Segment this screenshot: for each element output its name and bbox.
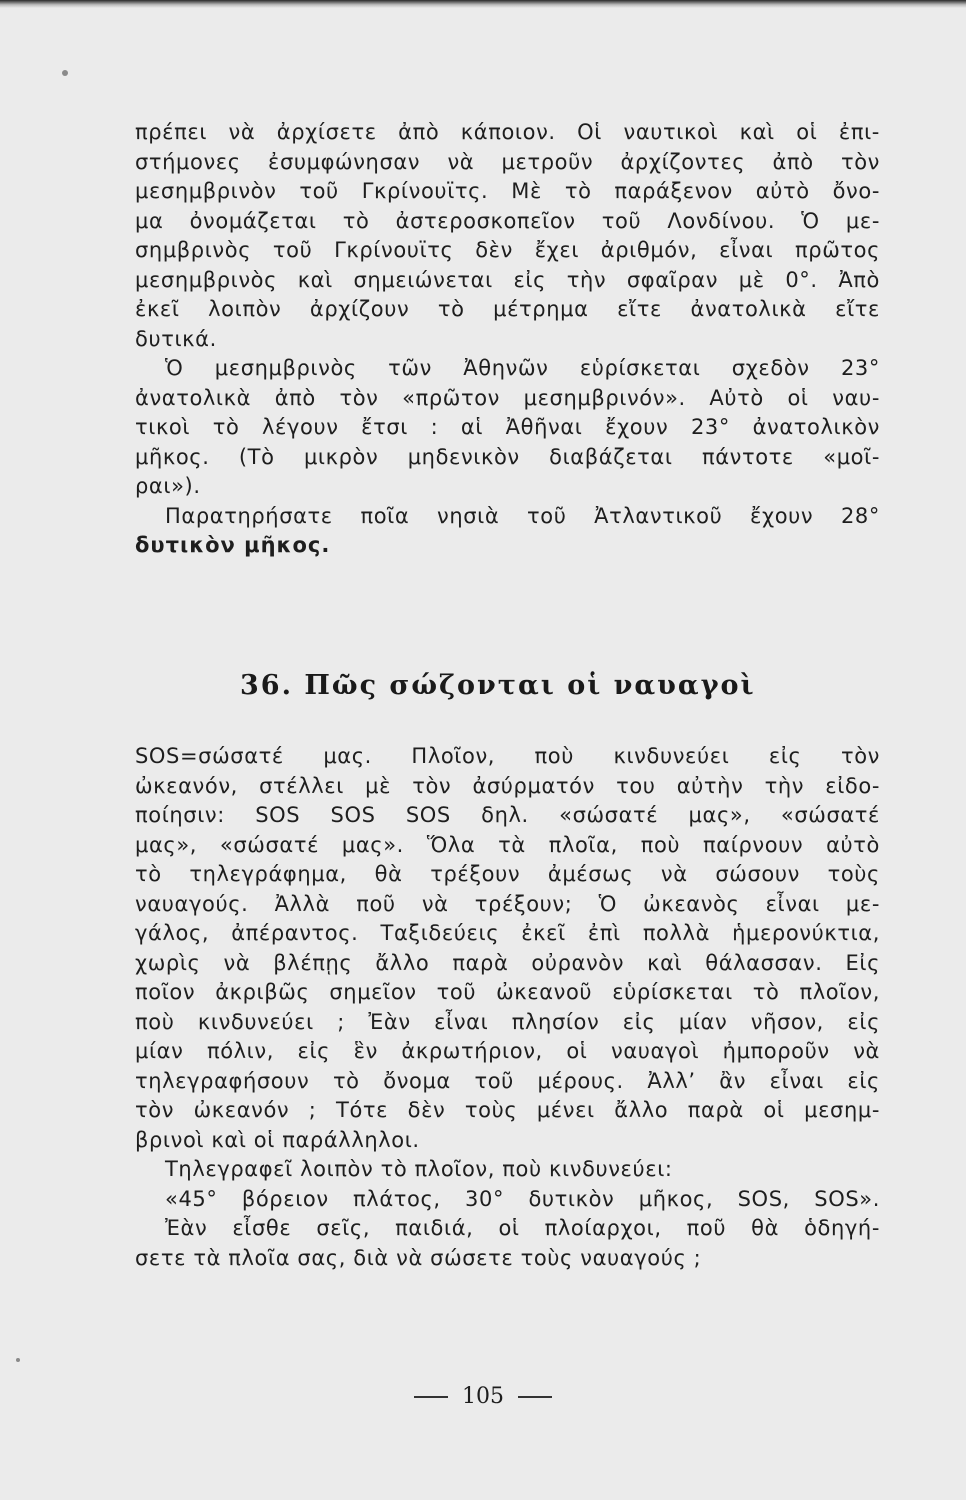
text-line: Ὁ μεσημβρινὸς τῶν Ἀθηνῶν εὑρίσκεται σχεδὸν 23° (165, 356, 880, 380)
text-line: χωρὶς νὰ βλέπῃς ἄλλο παρὰ οὐρανὸν καὶ θάλασσαν. Εἰς (135, 950, 880, 975)
text-line: Τηλεγραφεῖ λοιπὸν τὸ πλοῖον, ποὺ κινδυνεύει: (165, 1157, 673, 1181)
text-line: ὠκεανόν, στέλλει μὲ τὸν ἀσύρματόν του αὐτὴν τὴν εἰδο- (135, 773, 880, 798)
text-line: SOS=σώσατέ μας. Πλοῖον, ποὺ κινδυνεύει εἰς τὸν (135, 744, 880, 768)
paragraph-atlantic-question (135, 502, 880, 561)
text-line: ναυαγούς. Ἀλλὰ ποῦ νὰ τρέξουν; Ὁ ὠκεανὸς εἶναι με- (135, 891, 880, 916)
section-heading (240, 670, 756, 701)
text-line: ποὺ κινδυνεύει ; Ἐὰν εἶναι πλησίον εἰς μίαν νῆσον, εἰς (135, 1009, 880, 1034)
footer-dash (414, 1396, 448, 1398)
text-line: δυτικὸν μῆκος. (135, 533, 331, 557)
paragraph-sos (135, 742, 880, 1155)
page-number-footer (0, 1384, 966, 1409)
text-line: τὸν ὠκεανόν ; Τότε δὲν τοὺς μένει ἄλλο παρὰ οἱ μεσημ- (135, 1098, 880, 1122)
text-line: μεσημβρινὸν τοῦ Γκρίνουϊτς. Μὲ τὸ παράξενον αὐτὸ ὄνο- (135, 179, 880, 203)
text-line: τηλεγραφήσουν τὸ ὄνομα τοῦ μέρους. Ἀλλ’ ἂν εἶναι εἰς (135, 1068, 880, 1093)
text-line: ἐκεῖ λοιπὸν ἀρχίζουν τὸ μέτρημα εἴτε ἀνατολικὰ εἴτε (135, 297, 880, 321)
section-number: 36. (240, 670, 293, 701)
text-line: μας», «σώσατέ μας». Ὅλα τὰ πλοῖα, ποὺ παίρνουν αὐτὸ (135, 832, 880, 857)
text-line: Ἐὰν εἶσθε σεῖς, παιδιά, οἱ πλοίαρχοι, ποῦ θὰ ὁδηγή- (165, 1216, 880, 1240)
text-line: ποῖον ἀκριβῶς σημεῖον τοῦ ὠκεανοῦ εὑρίσκεται τὸ πλοῖον, (135, 980, 880, 1004)
text-line: δυτικά. (135, 326, 217, 351)
paragraph-athens-meridian (135, 354, 880, 502)
text-line: τὸ τηλεγράφημα, θὰ τρέξουν ἀμέσως νὰ σώσουν τοὺς (135, 862, 880, 886)
text-line: τικοὶ τὸ λέγουν ἔτσι : αἱ Ἀθῆναι ἔχουν 23° ἀνατολικὸν (135, 415, 880, 439)
text-line: μίαν πόλιν, εἰς ἓν ἀκρωτήριον, οἱ ναυαγοὶ ἠμποροῦν νὰ (135, 1039, 880, 1063)
text-line: πρέπει νὰ ἀρχίσετε ἀπὸ κάποιον. Οἱ ναυτικοὶ καὶ οἱ ἐπι- (135, 120, 880, 144)
text-line: γάλος, ἀπέραντος. Ταξιδεύεις ἐκεῖ ἐπὶ πολλὰ ἡμερονύκτια, (135, 921, 880, 945)
paragraph-question-children (135, 1214, 880, 1273)
body-text-section-36 (135, 742, 880, 1273)
text-line: Παρατηρήσατε ποῖα νησιὰ τοῦ Ἀτλαντικοῦ ἔχουν 28° (165, 503, 880, 528)
text-line: ἀνατολικὰ ἀπὸ τὸν «πρῶτον μεσημβρινόν». Αὐτὸ οἱ ναυ- (135, 385, 880, 410)
page-number: 105 (462, 1384, 504, 1409)
text-line: μεσημβρινὸς καὶ σημειώνεται εἰς τὴν σφαῖραν μὲ 0°. Ἀπὸ (135, 267, 880, 292)
section-title: Πῶς σώζονται οἱ ναυαγοὶ (304, 670, 756, 701)
text-line: μῆκος. (Τὸ μικρὸν μηδενικὸν διαβάζεται πάντοτε «μοῖ- (135, 444, 880, 469)
paper-speck (62, 70, 68, 76)
paper-speck (16, 1358, 20, 1362)
text-line: στήμονες ἐσυμφώνησαν νὰ μετροῦν ἀρχίζοντες ἀπὸ τὸν (135, 149, 880, 174)
text-line: ραι»). (135, 474, 201, 498)
text-line: ποίησιν: SOS SOS SOS δηλ. «σώσατέ μας», «σώσατέ (135, 803, 880, 827)
paragraph-telegraph (135, 1155, 880, 1214)
text-line: σετε τὰ πλοῖα σας, διὰ νὰ σώσετε τοὺς ναυαγούς ; (135, 1245, 702, 1270)
text-line: «45° βόρειον πλάτος, 30° δυτικὸν μῆκος, SOS, SOS». (165, 1186, 880, 1211)
text-line: σημβρινὸς τοῦ Γκρίνουϊτς δὲν ἔχει ἀριθμόν, εἶναι πρῶτος (135, 238, 880, 262)
page-top-edge (0, 0, 966, 8)
text-line: βρινοὶ καὶ οἱ παράλληλοι. (135, 1127, 420, 1152)
paragraph-prime-meridian (135, 118, 880, 354)
footer-dash (518, 1396, 552, 1398)
body-text-top (135, 118, 880, 561)
text-line: μα ὀνομάζεται τὸ ἀστεροσκοπεῖον τοῦ Λονδίνου. Ὁ με- (135, 208, 880, 233)
